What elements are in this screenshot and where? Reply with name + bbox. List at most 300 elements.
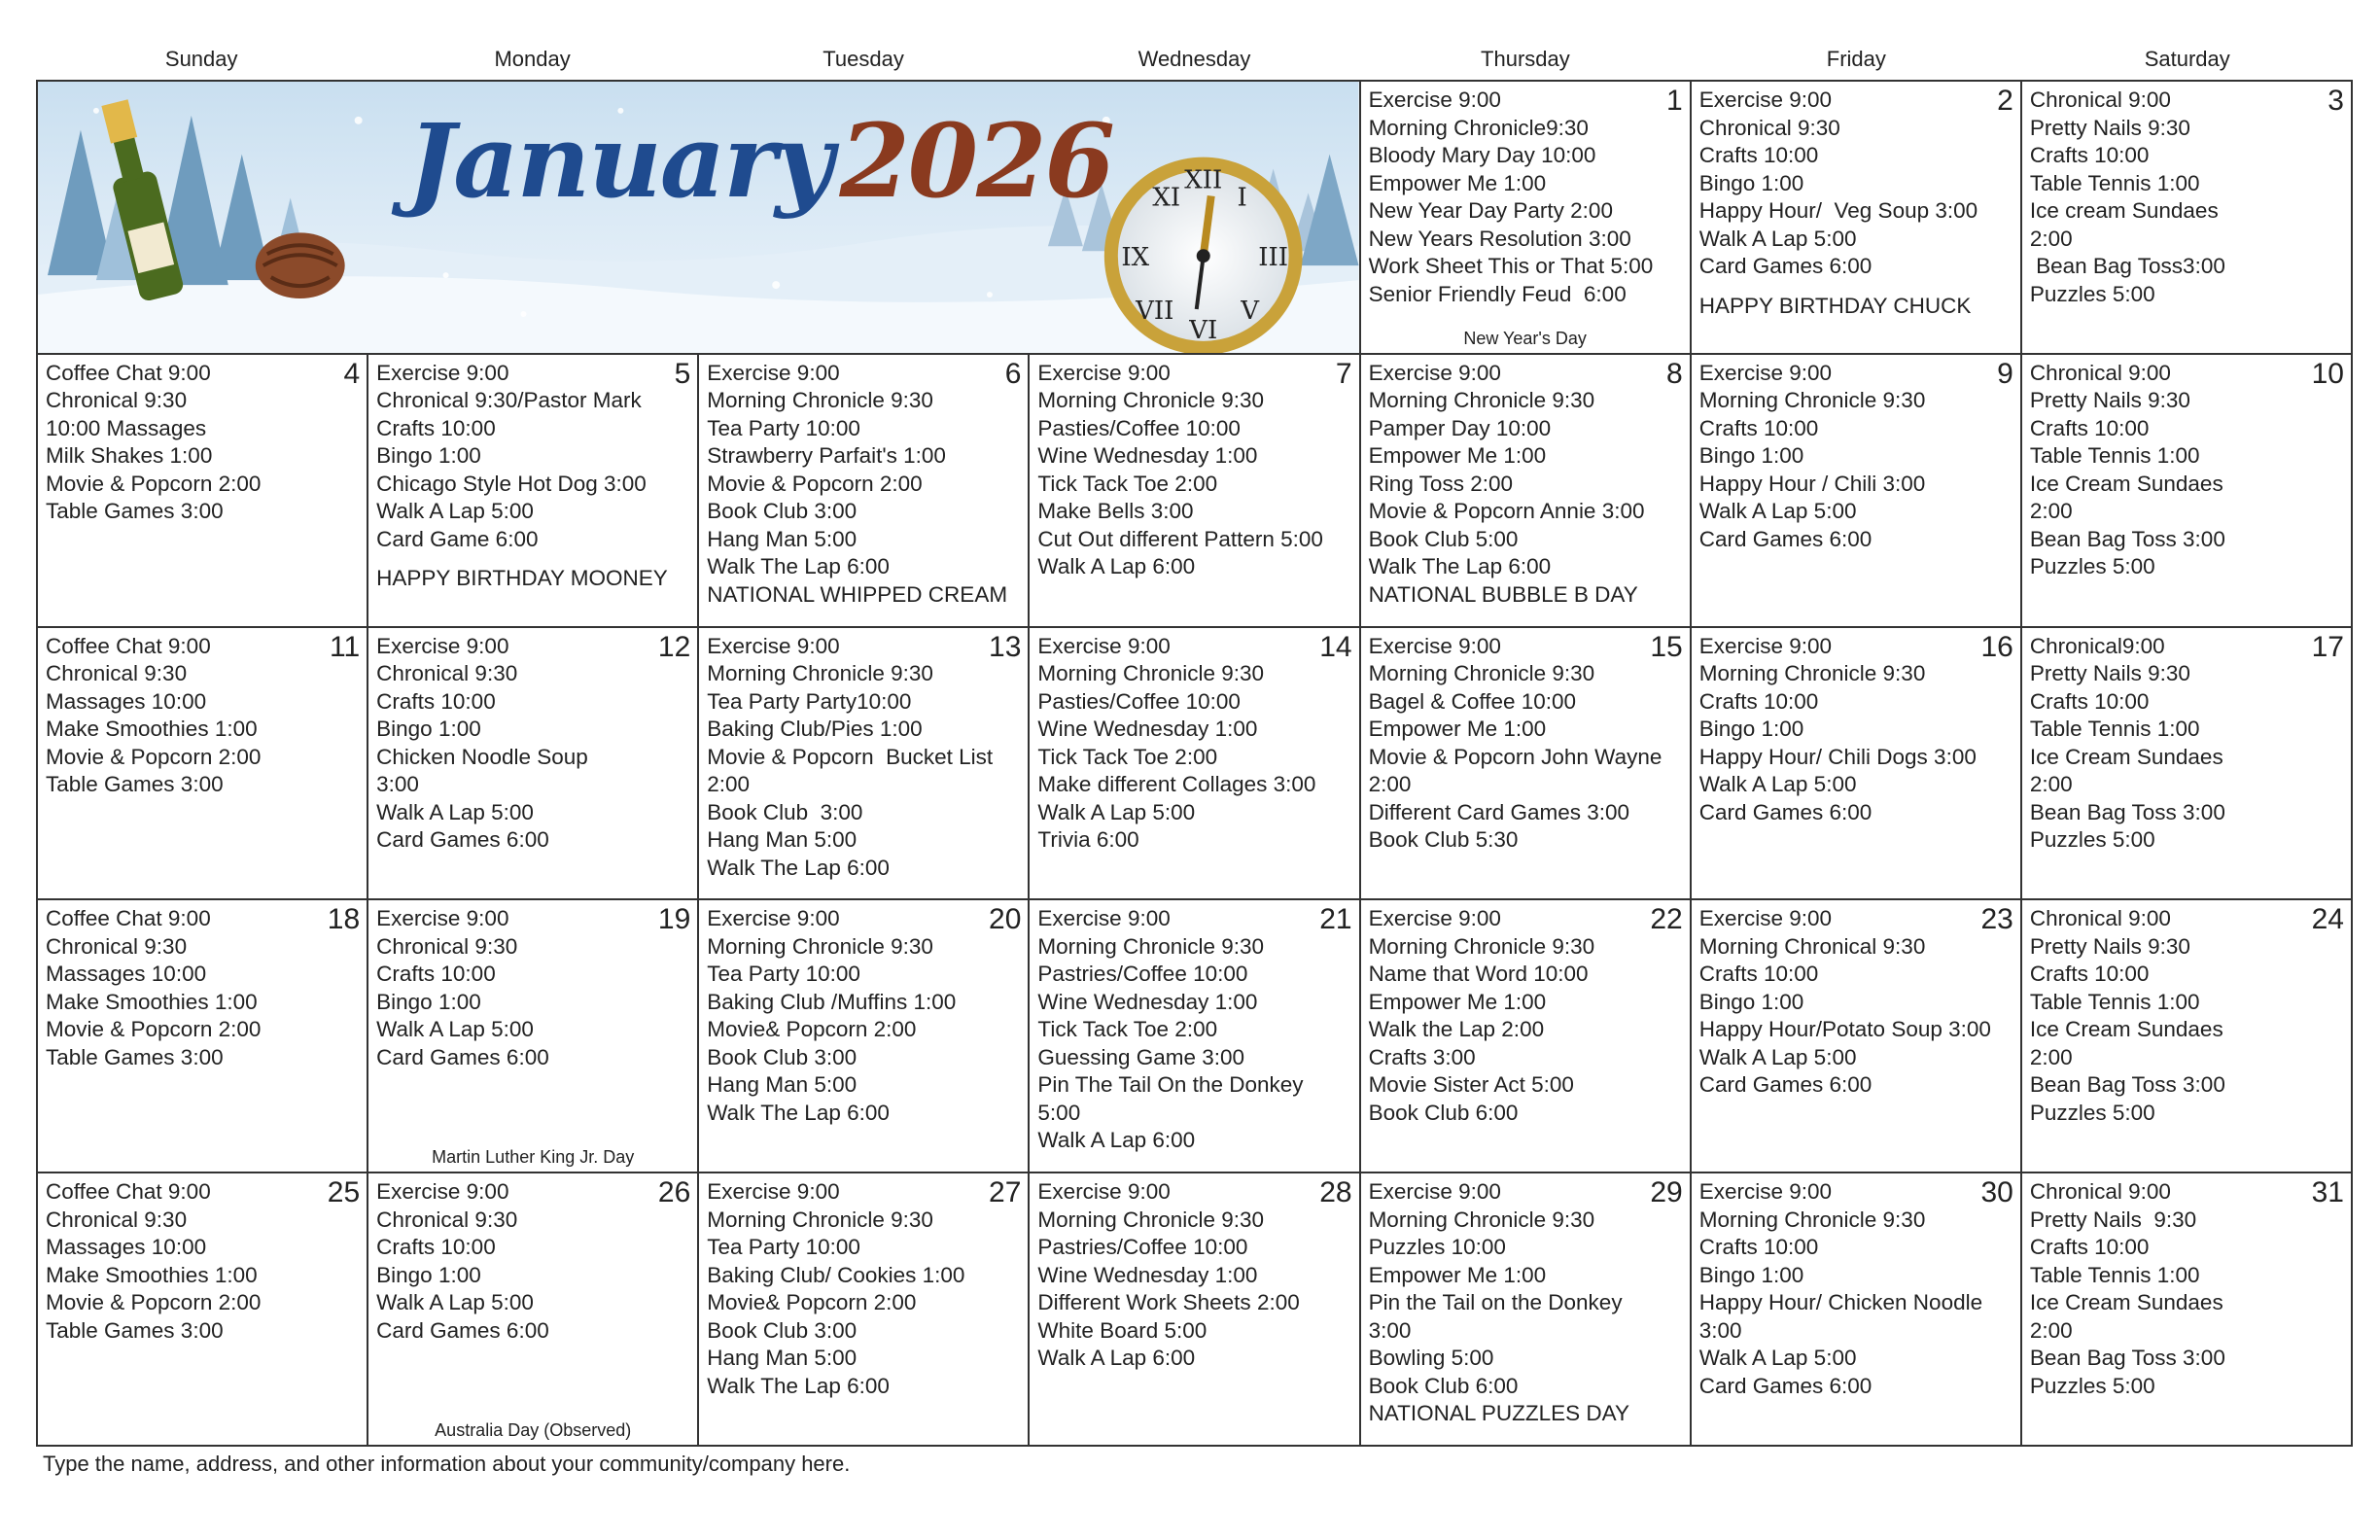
- event-item: Book Club 5:00: [1368, 526, 1519, 551]
- event-item: Bingo 1:00: [1698, 989, 1804, 1014]
- event-item: Walk The Lap 6:00: [707, 554, 890, 579]
- event-item: Empower Me 1:00: [1368, 170, 1547, 195]
- event-item: Tick Tack Toe 2:00: [1037, 471, 1218, 496]
- event-item: Exercise 9:00: [1368, 633, 1501, 658]
- day-number: 6: [1004, 357, 1022, 390]
- event-item: Tea Party Party10:00: [707, 688, 912, 714]
- svg-text:XII: XII: [1184, 165, 1223, 195]
- day-cell: [2022, 1173, 2353, 1447]
- event-item: Crafts 10:00: [1698, 415, 1819, 440]
- event-item: 2:00: [2029, 226, 2073, 251]
- event-item: Morning Chronicle9:30: [1368, 115, 1589, 140]
- event-item: Pin The Tail On the Donkey: [1037, 1072, 1304, 1098]
- event-list: [46, 905, 361, 1071]
- svg-text:V: V: [1241, 296, 1260, 326]
- event-item: 2:00: [2029, 1044, 2073, 1069]
- event-item: Pretty Nails 9:30: [2029, 1207, 2197, 1232]
- event-list: [376, 905, 691, 1071]
- event-item: Puzzles 5:00: [2029, 1373, 2155, 1398]
- event-item: Bean Bag Toss 3:00: [2029, 526, 2225, 551]
- event-item: Movie & Popcorn 2:00: [46, 471, 262, 496]
- event-item: Make Smoothies 1:00: [46, 989, 258, 1014]
- clock-icon: [1104, 158, 1303, 353]
- day-cell: [1361, 355, 1692, 628]
- day-number: 23: [1980, 903, 2013, 936]
- event-item: Morning Chronicle 9:30: [707, 933, 933, 959]
- event-item: Pastries/Coffee 10:00: [1037, 962, 1248, 987]
- event-item: Pamper Day 10:00: [1368, 415, 1552, 440]
- event-item: Chronical 9:00: [2029, 1179, 2171, 1205]
- event-item: Walk The Lap 6:00: [707, 855, 890, 880]
- day-cell: [699, 1173, 1030, 1447]
- day-number: 11: [329, 630, 361, 663]
- event-item: 2:00: [2029, 1317, 2073, 1343]
- event-item: Pretty Nails 9:30: [2029, 933, 2190, 959]
- day-number: 13: [989, 630, 1022, 663]
- event-item: Card Games 6:00: [1698, 526, 1872, 551]
- event-item: Pasties/Coffee 10:00: [1037, 688, 1241, 714]
- event-item: Pretty Nails 9:30: [2029, 661, 2190, 686]
- event-item: Happy Hour/Potato Soup 3:00: [1698, 1017, 1991, 1042]
- event-item: Puzzles 5:00: [2029, 1100, 2155, 1125]
- event-item: Movie & Popcorn 2:00: [46, 744, 262, 769]
- day-number: 25: [327, 1176, 361, 1209]
- weekday-header: [36, 39, 2353, 80]
- event-item: Happy Hour / Chili 3:00: [1698, 471, 1926, 496]
- month-banner: [38, 82, 1361, 355]
- event-item: Chronical 9:30: [46, 388, 188, 413]
- event-item: NATIONAL WHIPPED CREAM: [707, 581, 1008, 607]
- weekday-label: Wednesday: [1138, 47, 1251, 71]
- day-cell: [38, 355, 368, 628]
- event-item: 2:00: [707, 772, 751, 797]
- event-item: Guessing Game 3:00: [1037, 1044, 1245, 1069]
- holiday-label: Australia Day (Observed): [435, 1419, 632, 1440]
- weekday-label: Friday: [1826, 47, 1886, 71]
- event-item: New Years Resolution 3:00: [1368, 226, 1631, 251]
- event-item: Different Card Games 3:00: [1368, 799, 1630, 824]
- event-item: Pretty Nails 9:30: [2029, 115, 2190, 140]
- day-number: 14: [1319, 630, 1352, 663]
- event-item: Movie & Popcorn 2:00: [46, 1017, 262, 1042]
- event-item: Table Games 3:00: [46, 1317, 224, 1343]
- event-item: 2:00: [2029, 772, 2073, 797]
- event-item: Ice cream Sundaes: [2029, 198, 2219, 223]
- event-item: Trivia 6:00: [1037, 827, 1139, 853]
- event-item: Morning Chronicle 9:30: [1037, 933, 1265, 959]
- event-item: Pretty Nails 9:30: [2029, 388, 2190, 413]
- event-item: NATIONAL BUBBLE B DAY: [1368, 581, 1638, 607]
- event-list: [1699, 87, 2014, 281]
- event-item: Exercise 9:00: [707, 1179, 840, 1205]
- event-item: Exercise 9:00: [1037, 1179, 1171, 1205]
- event-item: Card Games 6:00: [376, 827, 549, 853]
- event-item: Empower Me 1:00: [1368, 989, 1547, 1014]
- event-list: [707, 630, 1022, 883]
- day-number: 31: [2311, 1176, 2344, 1209]
- weekday-label: Thursday: [1481, 47, 1570, 71]
- event-item: 2:00: [2029, 499, 2073, 524]
- event-item: Chronical 9:30: [376, 933, 518, 959]
- day-cell: [2022, 355, 2353, 628]
- event-item: NATIONAL PUZZLES DAY: [1368, 1401, 1629, 1426]
- day-cell: [2022, 900, 2353, 1173]
- day-note: HAPPY BIRTHDAY CHUCK: [1698, 293, 1972, 318]
- event-item: Exercise 9:00: [376, 1179, 509, 1205]
- day-cell: [368, 355, 699, 628]
- event-item: Ice Cream Sundaes: [2029, 744, 2223, 769]
- event-item: Morning Chronicle 9:30: [707, 661, 933, 686]
- event-item: Cut Out different Pattern 5:00: [1037, 526, 1323, 551]
- event-item: Walk A Lap 5:00: [376, 799, 534, 824]
- event-list: [1037, 1178, 1352, 1373]
- day-cell: [1030, 1173, 1360, 1447]
- event-item: Book Club 3:00: [707, 1317, 858, 1343]
- day-number: 2: [1997, 85, 2013, 117]
- event-item: Movie & Popcorn 2:00: [46, 1290, 262, 1315]
- event-item: Morning Chronicle 9:30: [1368, 1207, 1595, 1232]
- event-item: Senior Friendly Feud 6:00: [1368, 281, 1627, 306]
- event-item: Movie Sister Act 5:00: [1368, 1072, 1574, 1098]
- event-item: Morning Chronicle 9:30: [1368, 388, 1595, 413]
- event-item: Walk A Lap 5:00: [376, 1290, 534, 1315]
- day-number: 4: [343, 357, 361, 390]
- event-item: Crafts 10:00: [376, 415, 496, 440]
- day-number: 19: [657, 903, 691, 936]
- event-item: Bingo 1:00: [376, 1262, 481, 1287]
- event-item: Strawberry Parfait's 1:00: [707, 443, 946, 469]
- event-item: Chronical 9:00: [2029, 88, 2171, 112]
- event-item: Exercise 9:00: [1698, 88, 1833, 112]
- event-item: Wine Wednesday 1:00: [1037, 1262, 1258, 1287]
- event-item: Card Games 6:00: [1698, 1373, 1872, 1398]
- event-item: Bingo 1:00: [1698, 717, 1804, 742]
- event-item: Massages 10:00: [46, 962, 207, 987]
- event-list: [376, 1178, 691, 1345]
- event-item: Bagel & Coffee 10:00: [1368, 688, 1577, 714]
- event-list: [1698, 630, 2014, 827]
- event-list: [1699, 905, 2014, 1100]
- event-item: Exercise 9:00: [707, 633, 840, 658]
- event-list: [1368, 630, 1684, 855]
- event-list: [707, 905, 1022, 1127]
- day-number: 26: [657, 1176, 691, 1209]
- event-item: Puzzles 10:00: [1368, 1235, 1506, 1260]
- event-item: Empower Me 1:00: [1368, 443, 1547, 469]
- event-list: [2029, 630, 2345, 855]
- event-item: Walk A Lap 6:00: [1037, 554, 1196, 579]
- event-item: Crafts 10:00: [1698, 143, 1819, 167]
- banner-month: January: [407, 101, 832, 221]
- event-item: Exercise 9:00: [1368, 906, 1501, 931]
- event-item: Card Game 6:00: [376, 526, 539, 551]
- event-item: Tick Tack Toe 2:00: [1037, 1017, 1218, 1042]
- day-number: 7: [1335, 357, 1352, 390]
- day-cell: [1030, 900, 1360, 1173]
- event-item: Morning Chronicle 9:30: [1368, 933, 1595, 959]
- event-item: Crafts 10:00: [2029, 688, 2150, 714]
- day-note: HAPPY BIRTHDAY MOONEY: [376, 566, 668, 591]
- event-item: Bingo 1:00: [1698, 443, 1804, 469]
- day-cell: [1692, 628, 2022, 901]
- event-item: Morning Chronicle 9:30: [1037, 1207, 1265, 1232]
- event-item: Book Club 3:00: [707, 499, 858, 524]
- event-item: Movie& Popcorn 2:00: [707, 1017, 917, 1042]
- event-list: [1369, 905, 1684, 1127]
- event-item: Card Games 6:00: [376, 1044, 549, 1069]
- pine-cone-icon: [256, 232, 345, 298]
- event-list: [707, 357, 1022, 610]
- event-item: Empower Me 1:00: [1368, 717, 1547, 742]
- event-item: Walk A Lap 5:00: [1698, 1346, 1857, 1371]
- day-number: 27: [989, 1176, 1022, 1209]
- event-item: Table Games 3:00: [46, 1044, 224, 1069]
- day-cell: [1692, 1173, 2022, 1447]
- event-item: Book Club 3:00: [707, 799, 863, 824]
- event-item: 3:00: [1368, 1317, 1412, 1343]
- event-item: Name that Word 10:00: [1368, 962, 1589, 987]
- event-list: [2030, 905, 2345, 1127]
- day-cell: [1361, 1173, 1692, 1447]
- event-item: Crafts 10:00: [1698, 1235, 1819, 1260]
- event-item: Baking Club/Pies 1:00: [707, 717, 923, 742]
- event-item: Movie& Popcorn 2:00: [707, 1290, 917, 1315]
- event-item: Crafts 3:00: [1368, 1044, 1476, 1069]
- event-item: Bingo 1:00: [376, 989, 481, 1014]
- event-item: Puzzles 5:00: [2029, 281, 2155, 306]
- event-item: Coffee Chat 9:00: [46, 906, 211, 931]
- event-item: Table Games 3:00: [46, 772, 224, 797]
- event-item: Book Club 5:30: [1368, 827, 1519, 853]
- event-item: Morning Chronicle 9:30: [1037, 388, 1265, 413]
- event-item: Walk A Lap 5:00: [376, 1017, 534, 1042]
- event-item: Walk A Lap 5:00: [1698, 772, 1857, 797]
- event-item: Milk Shakes 1:00: [46, 443, 213, 469]
- event-item: Bean Bag Toss 3:00: [2029, 799, 2225, 824]
- event-item: Chronical9:00: [2029, 633, 2165, 658]
- day-number: 30: [1980, 1176, 2013, 1209]
- event-item: Crafts 10:00: [2029, 415, 2150, 440]
- event-item: Exercise 9:00: [376, 360, 509, 385]
- event-item: Exercise 9:00: [1037, 906, 1171, 931]
- svg-text:III: III: [1258, 243, 1289, 273]
- event-item: Walk A Lap 6:00: [1037, 1128, 1196, 1153]
- event-item: Morning Chronicle 9:30: [1037, 661, 1265, 686]
- event-item: Card Games 6:00: [1698, 1072, 1872, 1098]
- event-item: Make different Collages 3:00: [1037, 772, 1316, 797]
- event-item: Morning Chronicle 9:30: [1368, 661, 1595, 686]
- day-cell: [1692, 900, 2022, 1173]
- day-number: 1: [1666, 85, 1683, 117]
- event-item: Movie & Popcorn Bucket List: [707, 744, 994, 769]
- event-item: 3:00: [1698, 1317, 1742, 1343]
- day-number: 15: [1650, 630, 1683, 663]
- weekday-label: Saturday: [2144, 47, 2230, 71]
- svg-text:VI: VI: [1189, 315, 1218, 345]
- event-list: [1368, 357, 1684, 610]
- day-number: 5: [674, 357, 691, 390]
- event-item: Wine Wednesday 1:00: [1037, 717, 1258, 742]
- event-item: Chronical 9:30: [376, 661, 518, 686]
- day-cell: [368, 628, 699, 901]
- event-item: 5:00: [1037, 1100, 1081, 1125]
- day-cell: [1692, 82, 2022, 355]
- event-item: Table Tennis 1:00: [2029, 717, 2200, 742]
- event-item: Crafts 10:00: [376, 1235, 496, 1260]
- event-item: Chronical 9:30: [376, 1207, 518, 1232]
- event-item: Walk A Lap 6:00: [1037, 1346, 1196, 1371]
- event-list: [1037, 357, 1352, 581]
- event-item: Movie & Popcorn 2:00: [707, 471, 923, 496]
- event-item: Make Bells 3:00: [1037, 499, 1194, 524]
- day-cell: [38, 628, 368, 901]
- event-item: Table Tennis 1:00: [2029, 1262, 2200, 1287]
- event-item: Card Games 6:00: [376, 1317, 549, 1343]
- event-item: Puzzles 5:00: [2029, 827, 2155, 853]
- event-item: Exercise 9:00: [1698, 1179, 1833, 1205]
- event-item: Exercise 9:00: [1698, 360, 1833, 385]
- day-number: 12: [657, 630, 691, 663]
- day-number: 16: [1980, 630, 2013, 663]
- event-item: Chronical 9:30: [46, 661, 188, 686]
- event-item: 3:00: [376, 772, 419, 797]
- event-item: Exercise 9:00: [1698, 633, 1833, 658]
- event-item: Chicken Noodle Soup: [376, 744, 588, 769]
- event-list: [707, 1178, 1022, 1400]
- weekday-label: Monday: [494, 47, 571, 71]
- event-item: Different Work Sheets 2:00: [1037, 1290, 1300, 1315]
- event-item: Coffee Chat 9:00: [46, 1179, 211, 1205]
- day-number: 3: [2328, 85, 2344, 117]
- event-item: Walk The Lap 6:00: [707, 1373, 890, 1398]
- day-cell: [38, 1173, 368, 1447]
- event-item: Baking Club/ Cookies 1:00: [707, 1262, 965, 1287]
- day-cell: [1692, 355, 2022, 628]
- day-number: 21: [1319, 903, 1352, 936]
- event-item: Crafts 10:00: [2029, 143, 2150, 167]
- svg-text:IX: IX: [1121, 243, 1150, 273]
- event-list: [46, 357, 361, 526]
- event-item: Bean Bag Toss 3:00: [2029, 1346, 2225, 1371]
- day-number: 10: [2311, 357, 2344, 390]
- event-item: Ice Cream Sundaes: [2029, 1290, 2223, 1315]
- event-item: Crafts 10:00: [376, 688, 496, 714]
- event-item: Morning Chronicle 9:30: [1698, 388, 1926, 413]
- event-item: Exercise 9:00: [1368, 1179, 1501, 1205]
- weekday-label: Tuesday: [822, 47, 904, 71]
- svg-text:XI: XI: [1152, 183, 1181, 213]
- event-item: Movie & Popcorn Annie 3:00: [1368, 499, 1645, 524]
- day-number: 28: [1319, 1176, 1352, 1209]
- event-item: Chronical 9:00: [2029, 906, 2171, 931]
- calendar-grid: [36, 80, 2353, 1447]
- event-item: Exercise 9:00: [1037, 633, 1171, 658]
- event-item: Pin the Tail on the Donkey: [1368, 1290, 1623, 1315]
- event-item: Make Smoothies 1:00: [46, 1262, 258, 1287]
- event-item: Card Games 6:00: [1698, 799, 1872, 824]
- event-item: Pasties/Coffee 10:00: [1037, 415, 1241, 440]
- footer-text: Type the name, address, and other information about your community/company here.: [43, 1452, 851, 1476]
- weekday-label: Sunday: [164, 47, 238, 71]
- event-item: Bingo 1:00: [376, 443, 481, 469]
- event-item: Walk the Lap 2:00: [1368, 1017, 1545, 1042]
- day-cell: [1361, 900, 1692, 1173]
- event-list: [46, 1178, 361, 1345]
- event-item: 10:00 Massages: [46, 415, 207, 440]
- banner-year: 2026: [839, 101, 1113, 221]
- event-item: White Board 5:00: [1037, 1317, 1208, 1343]
- event-item: Happy Hour/ Chili Dogs 3:00: [1698, 744, 1977, 769]
- event-item: Exercise 9:00: [707, 906, 840, 931]
- day-number: 8: [1666, 357, 1683, 390]
- day-cell: [368, 1173, 699, 1447]
- event-item: Table Tennis 1:00: [2029, 989, 2200, 1014]
- event-item: Crafts 10:00: [2029, 962, 2150, 987]
- day-cell: [699, 628, 1030, 901]
- event-item: New Year Day Party 2:00: [1368, 198, 1613, 223]
- event-item: Pastries/Coffee 10:00: [1037, 1235, 1248, 1260]
- event-list: [46, 630, 361, 799]
- event-item: Work Sheet This or That 5:00: [1368, 254, 1654, 278]
- event-item: Exercise 9:00: [1368, 88, 1501, 112]
- event-item: Book Club 3:00: [707, 1044, 858, 1069]
- day-number: 20: [989, 903, 1022, 936]
- holiday-label: Martin Luther King Jr. Day: [432, 1147, 635, 1168]
- event-item: Happy Hour/ Chicken Noodle: [1698, 1290, 1983, 1315]
- day-number: 9: [1997, 357, 2013, 390]
- event-list: [1699, 1178, 2014, 1400]
- event-list: [1698, 357, 2014, 554]
- event-item: Ice Cream Sundaes: [2029, 471, 2223, 496]
- event-item: Crafts 10:00: [2029, 1235, 2150, 1260]
- event-list: [1369, 1178, 1684, 1428]
- event-list: [376, 357, 691, 554]
- event-item: Ring Toss 2:00: [1368, 471, 1513, 496]
- event-item: Tick Tack Toe 2:00: [1037, 744, 1218, 769]
- event-item: Tea Party 10:00: [707, 962, 860, 987]
- event-item: Book Club 6:00: [1368, 1373, 1519, 1398]
- event-item: Morning Chronicle 9:30: [1698, 661, 1926, 686]
- event-item: Wine Wednesday 1:00: [1037, 443, 1258, 469]
- event-item: Exercise 9:00: [376, 906, 509, 931]
- event-item: Crafts 10:00: [376, 962, 496, 987]
- svg-text:I: I: [1237, 183, 1247, 213]
- event-item: 2:00: [1368, 772, 1412, 797]
- event-item: Table Games 3:00: [46, 499, 224, 524]
- event-item: Walk A Lap 5:00: [1698, 499, 1857, 524]
- event-item: Hang Man 5:00: [707, 1072, 858, 1098]
- event-item: Chronical 9:00: [2029, 360, 2171, 385]
- event-item: Exercise 9:00: [707, 360, 840, 385]
- event-item: Walk A Lap 5:00: [1037, 799, 1196, 824]
- event-item: Chronical 9:30/Pastor Mark: [376, 388, 642, 413]
- event-list: [2030, 87, 2345, 308]
- day-cell: [699, 900, 1030, 1173]
- svg-text:VII: VII: [1136, 296, 1174, 326]
- event-item: Walk The Lap 6:00: [1368, 554, 1552, 579]
- event-item: Movie & Popcorn John Wayne: [1368, 744, 1662, 769]
- event-item: Bowling 5:00: [1368, 1346, 1494, 1371]
- event-list: [1037, 630, 1352, 855]
- event-item: Walk A Lap 5:00: [1698, 1044, 1857, 1069]
- day-cell: [2022, 628, 2353, 901]
- event-list: [376, 630, 691, 855]
- day-cell: [699, 355, 1030, 628]
- event-item: Morning Chronicle 9:30: [707, 1207, 933, 1232]
- day-cell: [1030, 355, 1360, 628]
- day-cell: [1361, 82, 1692, 355]
- banner-title: [407, 101, 1113, 221]
